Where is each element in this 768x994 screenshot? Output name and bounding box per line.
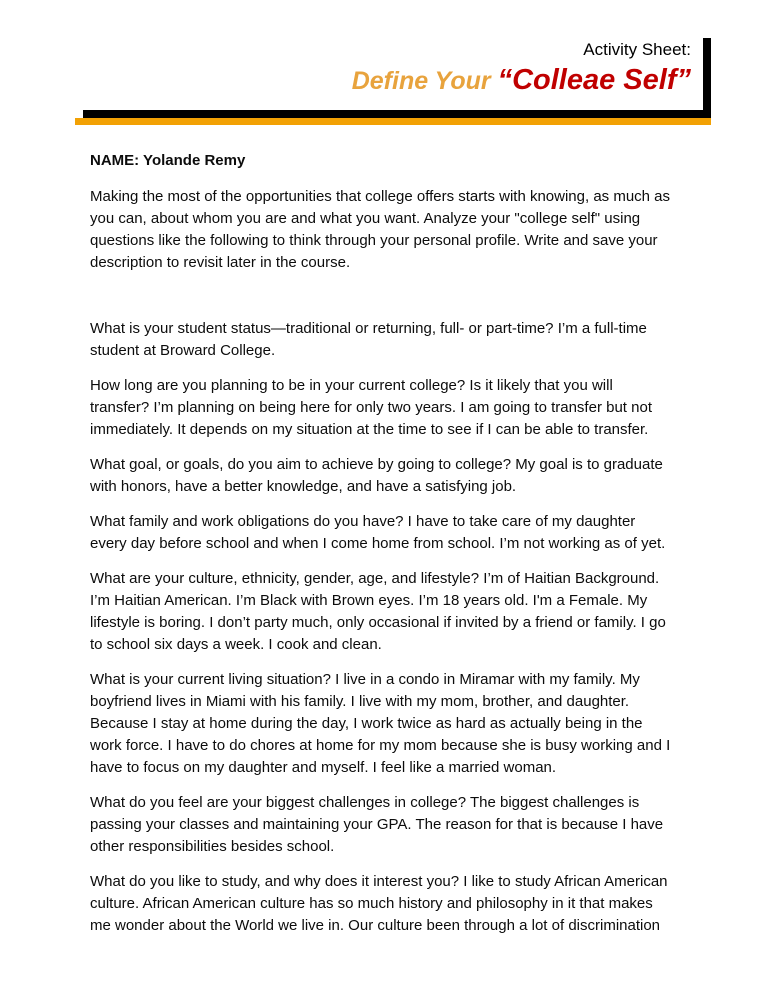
activity-sheet-label: Activity Sheet: xyxy=(583,40,691,59)
document-body xyxy=(90,150,676,950)
qa-paragraph: How long are you planning to be in your current college? Is it likely that you will transfer? I’m planning on being here for only two years. I am going to transfer but not immediately. It depends on my situation at the time to see if I can be able to transfer. xyxy=(90,377,652,438)
document-title xyxy=(87,63,691,102)
title-underline-bar xyxy=(75,118,711,125)
qa-paragraph: What is your current living situation? I live in a condo in Miramar with my family. My boyfriend lives in Miami with his family. I live with my mom, brother, and daughter. Because I stay at home during the day, I work twice as hard as actually being in the work force. I have to do chores at home for my mom because she is busy working and I have to focus on my daughter and myself. I feel like a married woman. xyxy=(90,671,671,776)
name-line: NAME: Yolande Remy xyxy=(90,152,246,169)
qa-paragraph: What is your student status—traditional or returning, full- or part-time? I’m a full-time student at Broward College. xyxy=(90,320,647,359)
qa-paragraph: What do you feel are your biggest challenges in college? The biggest challenges is passing your classes and maintaining your GPA. The reason for that is because I have other responsibilities besides school. xyxy=(90,794,664,855)
qa-paragraph: What do you like to study, and why does it interest you? I like to study African American culture. African American culture has so much history and philosophy in it that makes me wonder about the World we live in. Our culture been through a lot of discrimination xyxy=(90,873,668,934)
intro-paragraph: Making the most of the opportunities that college offers starts with knowing, as much as you can, about whom you are and what you want. Analyze your "college self" using questions like the following to think through your personal profile. Write and save your description to revisit later in the course. xyxy=(90,188,671,271)
qa-paragraph: What goal, or goals, do you aim to achieve by going to college? My goal is to graduate with honors, have a better knowledge, and have a satisfying job. xyxy=(90,456,663,495)
title-main-text: “Colleae Self” xyxy=(497,64,691,96)
header-banner xyxy=(75,30,703,125)
title-prefix-text: Define Your xyxy=(351,67,498,95)
qa-paragraph: What family and work obligations do you have? I have to take care of my daughter every day before school and when I come home from school. I’m not working as of yet. xyxy=(90,513,666,552)
header-box xyxy=(75,30,703,110)
qa-paragraph: What are your culture, ethnicity, gender, age, and lifestyle? I’m of Haitian Background. I’m Haitian American. I’m Black with Brown eyes. I’m 18 years old. I'm a Female. My lifestyle is boring. I don’t party much, only occasional if invited by a friend or family. I go to school six days a week. I cook and clean. xyxy=(90,570,666,653)
